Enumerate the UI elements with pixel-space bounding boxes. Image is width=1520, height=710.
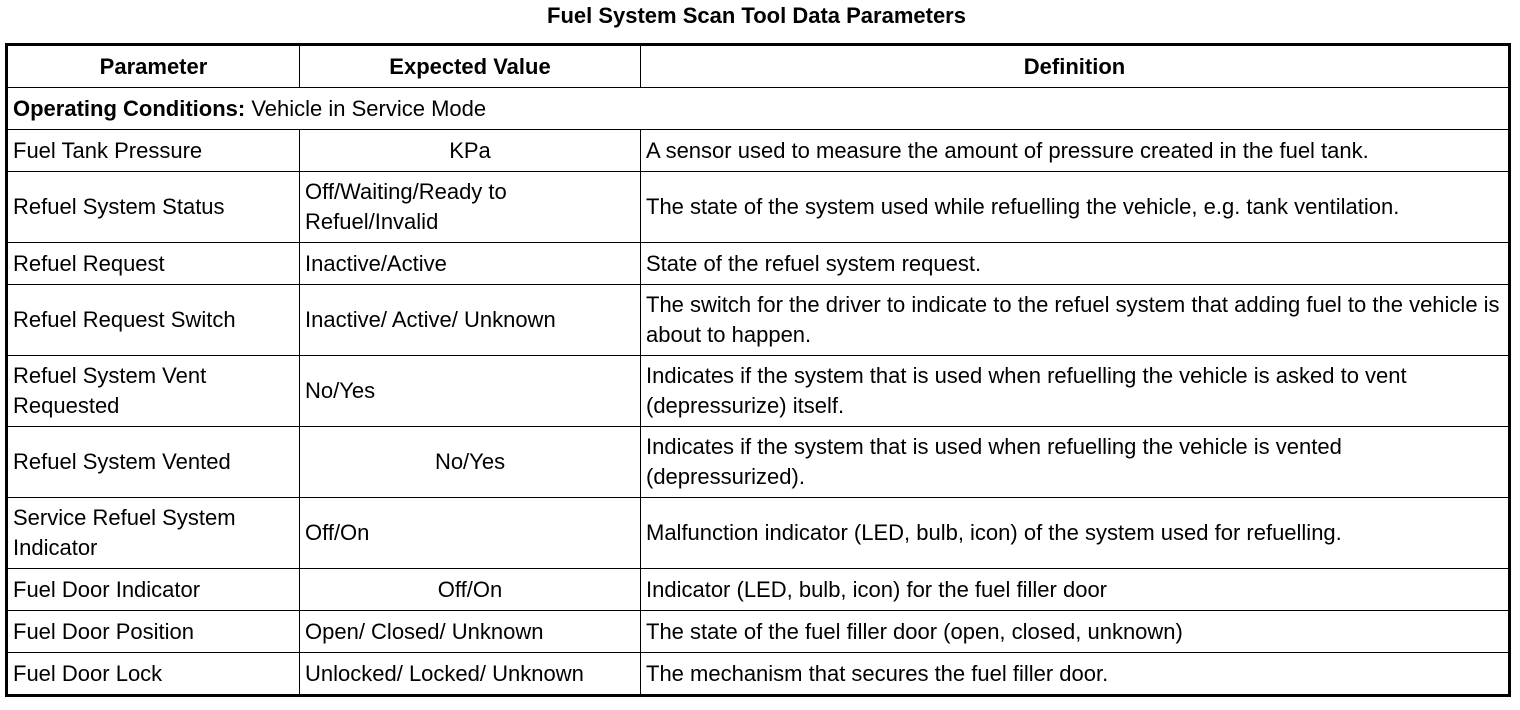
definition-cell: Indicator (LED, bulb, icon) for the fuel filler door bbox=[641, 569, 1510, 611]
definition-cell: The mechanism that secures the fuel filler door. bbox=[641, 653, 1510, 696]
definition-cell: Indicates if the system that is used when refuelling the vehicle is vented (depressurized). bbox=[641, 427, 1510, 498]
parameter-cell: Fuel Door Position bbox=[7, 611, 300, 653]
definition-cell: The state of the fuel filler door (open, closed, unknown) bbox=[641, 611, 1510, 653]
parameter-cell: Refuel Request bbox=[7, 243, 300, 285]
parameter-cell: Fuel Tank Pressure bbox=[7, 130, 300, 172]
operating-conditions-value: Vehicle in Service Mode bbox=[251, 95, 487, 121]
expected-value-cell: Inactive/Active bbox=[300, 243, 641, 285]
parameter-cell: Service Refuel System Indicator bbox=[7, 498, 300, 569]
operating-conditions-row bbox=[7, 88, 1510, 130]
page-title: Fuel System Scan Tool Data Parameters bbox=[547, 3, 966, 28]
expected-value-cell: Unlocked/ Locked/ Unknown bbox=[300, 653, 641, 696]
operating-conditions-cell bbox=[7, 88, 1510, 130]
expected-value-cell: No/Yes bbox=[300, 356, 641, 427]
parameter-cell: Refuel System Status bbox=[7, 172, 300, 243]
header-definition: Definition bbox=[641, 45, 1510, 88]
parameter-cell: Refuel Request Switch bbox=[7, 285, 300, 356]
table-row bbox=[7, 569, 1510, 611]
expected-value-cell: Open/ Closed/ Unknown bbox=[300, 611, 641, 653]
definition-cell: Indicates if the system that is used when refuelling the vehicle is asked to vent (depressurize) itself. bbox=[641, 356, 1510, 427]
header-parameter: Parameter bbox=[7, 45, 300, 88]
definition-cell: A sensor used to measure the amount of pressure created in the fuel tank. bbox=[641, 130, 1510, 172]
parameter-cell: Fuel Door Lock bbox=[7, 653, 300, 696]
table-row bbox=[7, 285, 1510, 356]
operating-conditions-label: Operating Conditions: bbox=[13, 95, 246, 121]
table-row bbox=[7, 130, 1510, 172]
parameter-cell: Refuel System Vented bbox=[7, 427, 300, 498]
expected-value-cell: KPa bbox=[300, 130, 641, 172]
definition-cell: The state of the system used while refuelling the vehicle, e.g. tank ventilation. bbox=[641, 172, 1510, 243]
definition-cell: State of the refuel system request. bbox=[641, 243, 1510, 285]
parameter-cell: Fuel Door Indicator bbox=[7, 569, 300, 611]
table-header-row bbox=[7, 45, 1510, 88]
table-row bbox=[7, 498, 1510, 569]
definition-cell: Malfunction indicator (LED, bulb, icon) of the system used for refuelling. bbox=[641, 498, 1510, 569]
expected-value-cell: Off/On bbox=[300, 569, 641, 611]
table-row bbox=[7, 427, 1510, 498]
table-row bbox=[7, 243, 1510, 285]
table-row bbox=[7, 653, 1510, 696]
table-row bbox=[7, 356, 1510, 427]
parameter-cell: Refuel System Vent Requested bbox=[7, 356, 300, 427]
definition-cell: The switch for the driver to indicate to the refuel system that adding fuel to the vehicle is about to happen. bbox=[641, 285, 1510, 356]
expected-value-cell: No/Yes bbox=[300, 427, 641, 498]
parameters-table bbox=[5, 43, 1511, 697]
expected-value-cell: Inactive/ Active/ Unknown bbox=[300, 285, 641, 356]
table-row bbox=[7, 611, 1510, 653]
header-expected-value: Expected Value bbox=[300, 45, 641, 88]
table-row bbox=[7, 172, 1510, 243]
expected-value-cell: Off/Waiting/Ready to Refuel/Invalid bbox=[300, 172, 641, 243]
expected-value-cell: Off/On bbox=[300, 498, 641, 569]
